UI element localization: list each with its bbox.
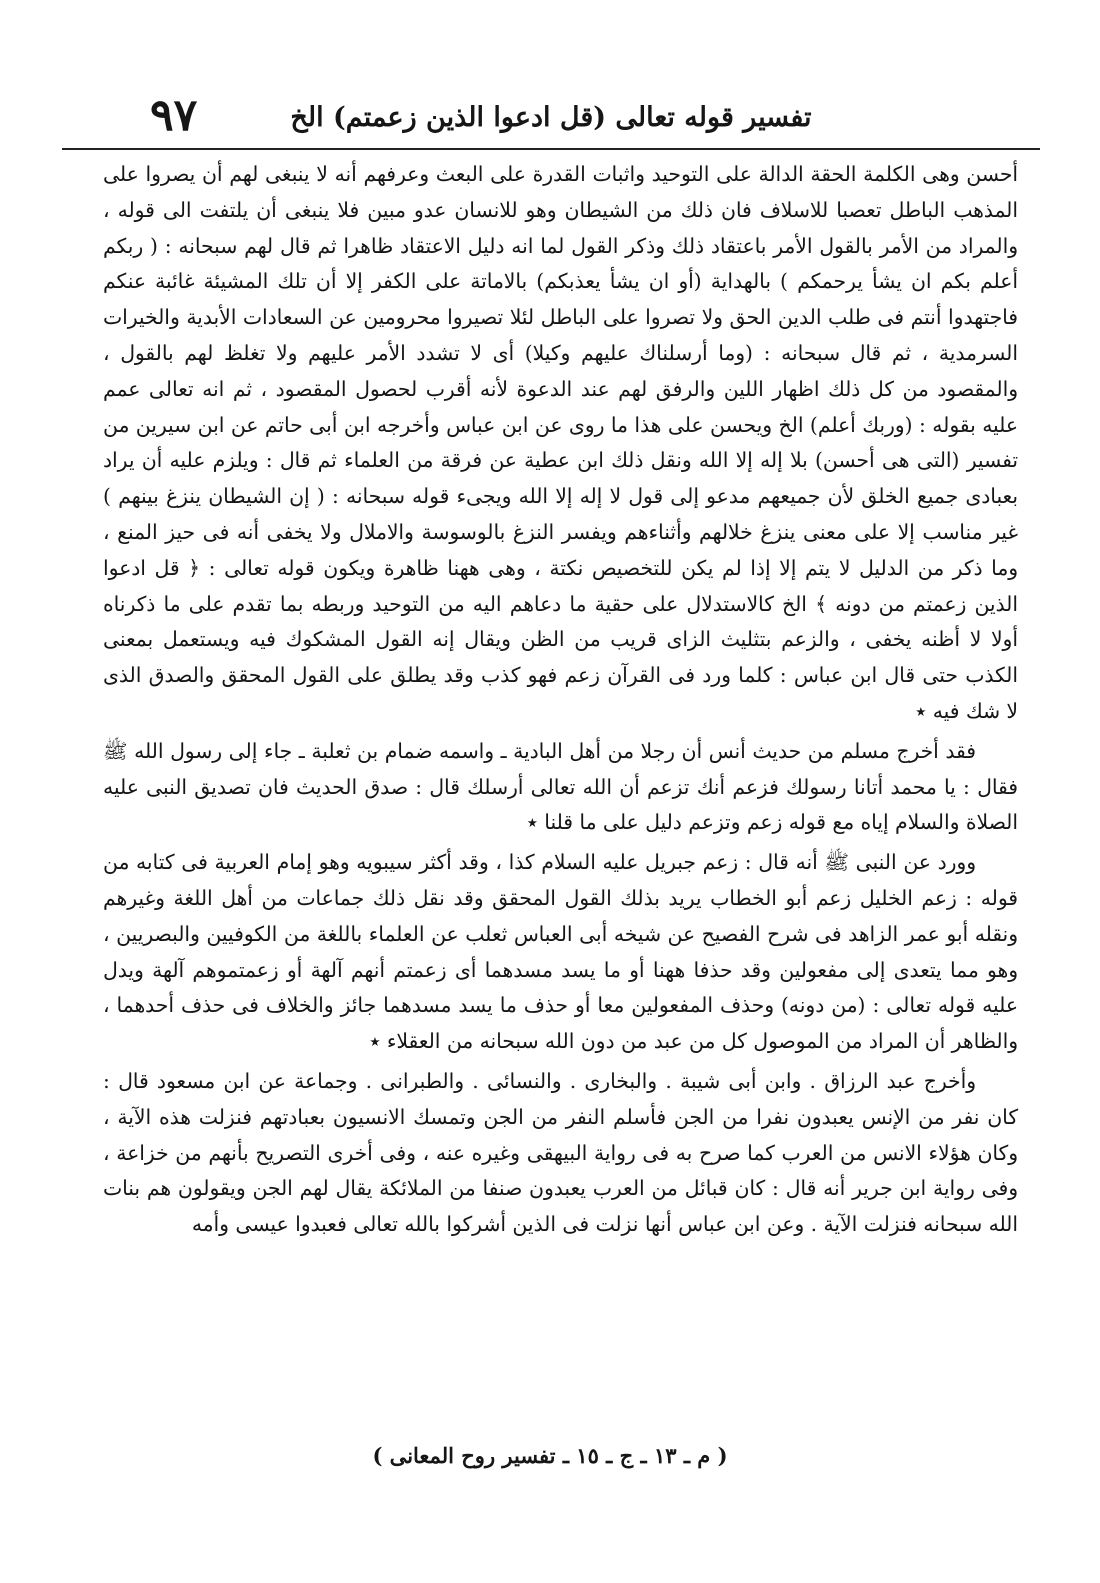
page-number: ٩٧	[150, 90, 198, 141]
signature-footer: ( م ـ ١٣ ـ ج ـ ١٥ ـ تفسير روح المعانى )	[372, 1443, 728, 1468]
running-title: تفسير قوله تعالى (قل ادعوا الذين زعمتم) الخ	[290, 102, 812, 133]
main-text	[103, 157, 1018, 1243]
paragraph: فقد أخرج مسلم من حديث أنس أن رجلا من أهل البادية ـ واسمه ضمام بن ثعلبة ـ جاء إلى رسول الله ﷺ فقال : يا محمد أتانا رسولك فزعم أنك تزعم أن الله تعالى أرسلك قال : صدق الحديث فان تصديق النبى عليه الصلاة والسلام إياه مع قوله زعم وتزعم دليل على ما قلنا ٭	[103, 738, 1018, 835]
paragraph: أحسن وهى الكلمة الحقة الدالة على التوحيد واثبات القدرة على البعث وعرفهم أنه لا ينبغى لهم أن يصروا على المذهب الباطل تعصبا للاسلاف فان ذلك من الشيطان وهو للانسان عدو مبين فلا ينبغى أن يلتفت الى قوله ، والمراد من الأمر بالقول الأمر باعتقاد ذلك وذكر القول لما انه دليل الاعتقاد ظاهرا ثم قال لهم سبحانه : ( ربكم أعلم بكم ان يشأ يرحمكم ) بالهداية (أو ان يشأ يعذبكم) بالاماتة على الكفر إلا أن تلك المشيئة غائبة عنكم فاجتهدوا أنتم فى طلب الدين الحق ولا تصروا على الباطل لئلا تصيروا محرومين عن السعادات الأبدية والخيرات السرمدية ، ثم قال سبحانه : (وما أرسلناك عليهم وكيلا) أى لا تشدد الأمر عليهم ولا تغلظ لهم بالقول ، والمقصود من كل ذلك اظهار اللين والرفق لهم عند الدعوة لأنه أقرب لحصول المقصود ، ثم انه تعالى عمم عليه بقوله : (وربك أعلم) الخ ويحسن على هذا ما روى عن ابن عباس وأخرجه ابن أبى حاتم عن ابن سيرين من تفسير (التى هى أحسن) بلا إله إلا الله ونقل ذلك ابن عطية عن فرقة من العلماء ثم قال : ويلزم عليه أن يراد بعبادى جميع الخلق لأن جميعهم مدعو إلى قول لا إله إلا الله ويجىء قوله سبحانه : ( إن الشيطان ينزغ بينهم ) غير مناسب إلا على معنى ينزغ خلالهم وأثناءهم ويفسر النزغ بالوسوسة والاملال ولا يخفى أنه فى حيز المنع ، وما ذكر من الدليل لا يتم إلا إذا لم يكن للتخصيص نكتة ، وهى ههنا ظاهرة ويكون قوله تعالى : ﴿ قل ادعوا الذين زعمتم من دونه ﴾ الخ كالاستدلال على حقية ما دعاهم اليه من التوحيد وربطه بما تقدم على ما ذكرناه أولا لا أظنه يخفى ، والزعم بتثليث الزاى قريب من الظن ويقال إنه القول المشكوك فيه ويستعمل بمعنى الكذب حتى قال ابن عباس : كلما ورد فى القرآن زعم فهو كذب وقد يطلق على القول المحقق والصدق الذى لا شك فيه ٭	[103, 162, 1018, 723]
page-header	[62, 86, 1040, 150]
paragraph: وورد عن النبى ﷺ أنه قال : زعم جبريل عليه السلام كذا ، وقد أكثر سيبويه وهو إمام العربية فى كتابه من قوله : زعم الخليل زعم أبو الخطاب يريد بذلك القول المحقق وقد نقل ذلك جماعات من أهل اللغة وغيرهم ونقله أبو عمر الزاهد فى شرح الفصيح عن شيخه أبى العباس ثعلب عن العلماء باللغة من الكوفيين والبصريين ، وهو مما يتعدى إلى مفعولين وقد حذفا ههنا أو ما يسد مسدهما أى زعمتم أنهم آلهة أو زعمتموهم آلهة ويدل عليه قوله تعالى : (من دونه) وحذف المفعولين معا أو حذف ما يسد مسدهما جائز والخلاف فى حذف أحدهما ، والظاهر أن المراد من الموصول كل من عبد من دون الله سبحانه من العقلاء ٭	[103, 850, 1018, 1054]
paragraph: وأخرج عبد الرزاق . وابن أبى شيبة . والبخارى . والنسائى . والطبرانى . وجماعة عن ابن مسعود قال : كان نفر من الإنس يعبدون نفرا من الجن فأسلم النفر من الجن وتمسك الانسيون بعبادتهم فنزلت هذه الآية ، وكان هؤلاء الانس من العرب كما صرح به فى رواية البيهقى وغيره عنه ، وفى أخرى التصريح بأنهم من خزاعة ، وفى رواية ابن جرير أنه قال : كان قبائل من العرب يعبدون صنفا من الملائكة يقال لهم الجن ويقولون هم بنات الله سبحانه فنزلت الآية . وعن ابن عباس أنها نزلت فى الذين أشركوا بالله تعالى فعبدوا عيسى وأمه	[103, 1068, 1018, 1237]
